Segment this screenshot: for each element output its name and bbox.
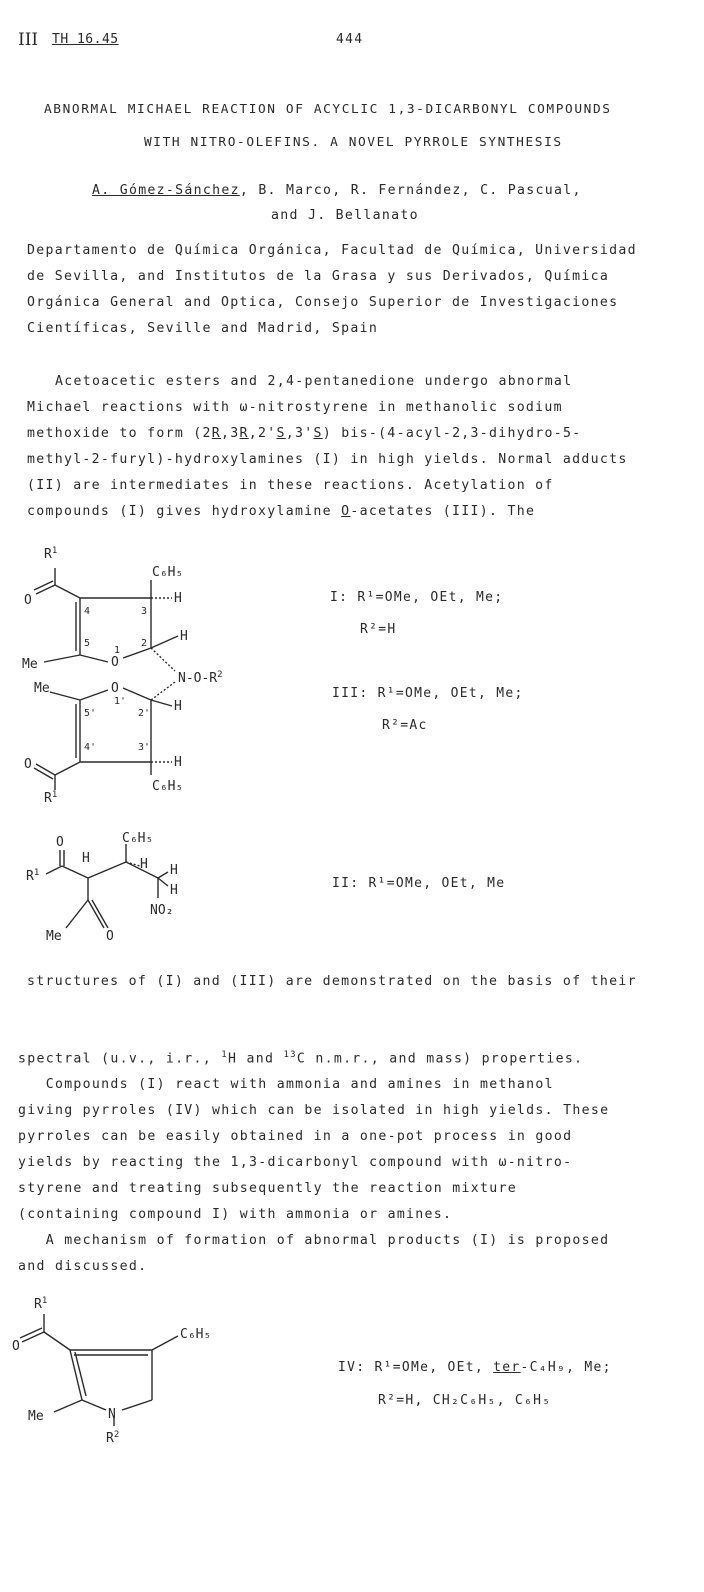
struct-num-1: 1: [114, 645, 121, 656]
abstract-line: styrene and treating subsequently the reaction mixture: [18, 1181, 517, 1197]
struct-num-5: 5: [84, 638, 91, 649]
authors-line-1: [92, 183, 582, 198]
struct-h-3: H: [174, 591, 182, 606]
structure-II-diagram: [20, 828, 220, 948]
struct-num-5p: 5': [84, 708, 97, 719]
abstract-line: compounds (I) gives hydroxylamine O-acetates (III). The: [27, 504, 536, 519]
page-number: 444: [336, 32, 364, 47]
abstract-paragraph-2: [18, 1042, 688, 1280]
structure-IV-diagram: [12, 1296, 232, 1456]
struct-num-3: 3: [141, 606, 148, 617]
struct-II-o-bottom: O: [106, 929, 114, 944]
abstract-line: spectral (u.v., i.r., $^1$H and $^{13}$C n.m.r., and mass) properties.: [18, 1050, 584, 1067]
struct-r1-bottom: $R^1$: [44, 790, 58, 806]
abstract-line: Acetoacetic esters and 2,4-pentanedione undergo abnormal: [55, 374, 573, 389]
abstract-line: (containing compound I) with ammonia or amines.: [18, 1207, 453, 1223]
struct-IV-me: Me: [28, 1409, 44, 1424]
struct-h-2: H: [180, 629, 188, 644]
struct-II-r1: $R^1$: [26, 868, 40, 884]
abstract-line: A mechanism of formation of abnormal products (I) is proposed: [18, 1233, 610, 1249]
compound-IV-r2: R²=H, CH₂C₆H₅, C₆H₅: [378, 1393, 552, 1408]
struct-me-top: Me: [22, 657, 38, 672]
abstract-line: methoxide to form (2R,3R,2'S,3'S) bis-(4-acyl-2,3-dihydro-5-: [27, 426, 582, 441]
title-line-2: WITH NITRO-OLEFINS. A NOVEL PYRROLE SYNTHESIS: [144, 135, 563, 150]
struct-o-ring-2: O: [111, 681, 119, 696]
struct-IV-c6h5: C₆H₅: [180, 1327, 212, 1342]
struct-II-h-alpha: H: [82, 851, 90, 866]
struct-IV-r1: $R^1$: [34, 1296, 48, 1312]
first-author: A. Gómez-Sánchez: [92, 183, 240, 198]
struct-n-o-r2: $N-O-R^2$: [178, 670, 223, 686]
struct-num-2p: 2': [138, 708, 151, 719]
struct-II-h-beta: H: [140, 857, 148, 872]
struct-num-4p: 4': [84, 742, 97, 753]
struct-num-4: 4: [84, 606, 91, 617]
affiliation-line: Departamento de Química Orgánica, Facultad de Química, Universidad: [27, 243, 637, 258]
struct-c6h5-bottom: C₆H₅: [152, 779, 184, 794]
struct-me-bottom: Me: [34, 681, 50, 696]
struct-num-1p: 1': [114, 696, 127, 707]
struct-II-o-top: O: [56, 835, 64, 850]
struct-r1-top: $R^1$: [44, 546, 58, 562]
structure-I-III-diagram: [20, 540, 280, 810]
abstract-line: and discussed.: [18, 1259, 148, 1275]
struct-h-3p: H: [174, 755, 182, 770]
struct-num-2: 2: [141, 638, 148, 649]
struct-II-c6h5: C₆H₅: [122, 831, 154, 846]
authors-line-2: and J. Bellanato: [271, 208, 419, 223]
paper-code: TH 16.45: [52, 32, 119, 47]
compound-III-r1: III: R¹=OMe, OEt, Me;: [332, 686, 524, 701]
title-line-1: ABNORMAL MICHAEL REACTION OF ACYCLIC 1,3-DICARBONYL COMPOUNDS: [44, 102, 612, 117]
struct-II-me: Me: [46, 929, 62, 944]
other-authors: , B. Marco, R. Fernández, C. Pascual,: [239, 183, 582, 198]
struct-II-nitro: NO₂: [150, 903, 174, 918]
abstract-line: Michael reactions with ω-nitrostyrene in methanolic sodium: [27, 400, 563, 415]
abstract-line: methyl-2-furyl)-hydroxylamines (I) in high yields. Normal adducts: [27, 452, 628, 467]
affiliation-line: Científicas, Seville and Madrid, Spain: [27, 321, 379, 336]
abstract-line: (II) are intermediates in these reactions. Acetylation of: [27, 478, 554, 493]
struct-II-h-2: H: [170, 883, 178, 898]
affiliation: [27, 238, 687, 342]
struct-num-3p: 3': [138, 742, 151, 753]
compound-III-r2: R²=Ac: [382, 718, 428, 733]
affiliation-line: Orgánica General and Optica, Consejo Superior de Investigaciones: [27, 295, 619, 310]
compound-I-r1: I: R¹=OMe, OEt, Me;: [330, 590, 504, 605]
struct-IV-r2: $R^2$: [106, 1430, 120, 1446]
compound-II-r1: II: R¹=OMe, OEt, Me: [332, 876, 506, 891]
struct-IV-n: N: [108, 1407, 116, 1422]
abstract-line: yields by reacting the 1,3-dicarbonyl compound with ω-nitro-: [18, 1155, 573, 1171]
affiliation-line: de Sevilla, and Institutos de la Grasa y sus Derivados, Química: [27, 269, 610, 284]
structures-sentence: structures of (I) and (III) are demonstrated on the basis of their: [27, 974, 637, 989]
volume-number: III: [18, 30, 39, 50]
struct-o-top: O: [24, 593, 32, 608]
struct-o-ring-1: O: [111, 655, 119, 670]
struct-IV-o: O: [12, 1339, 20, 1354]
abstract-line: Compounds (I) react with ammonia and amines in methanol: [18, 1077, 554, 1093]
compound-I-r2: R²=H: [360, 622, 397, 637]
abstract-line: giving pyrroles (IV) which can be isolated in high yields. These: [18, 1103, 610, 1119]
struct-o-bottom: O: [24, 757, 32, 772]
abstract-line: pyrroles can be easily obtained in a one-pot process in good: [18, 1129, 573, 1145]
struct-II-h-1: H: [170, 863, 178, 878]
abstract-paragraph-1: [27, 369, 687, 525]
compound-IV-r1: IV: R¹=OMe, OEt, ter-C₄H₉, Me;: [338, 1360, 612, 1375]
struct-h-2p: H: [174, 699, 182, 714]
struct-c6h5-top: C₆H₅: [152, 565, 184, 580]
